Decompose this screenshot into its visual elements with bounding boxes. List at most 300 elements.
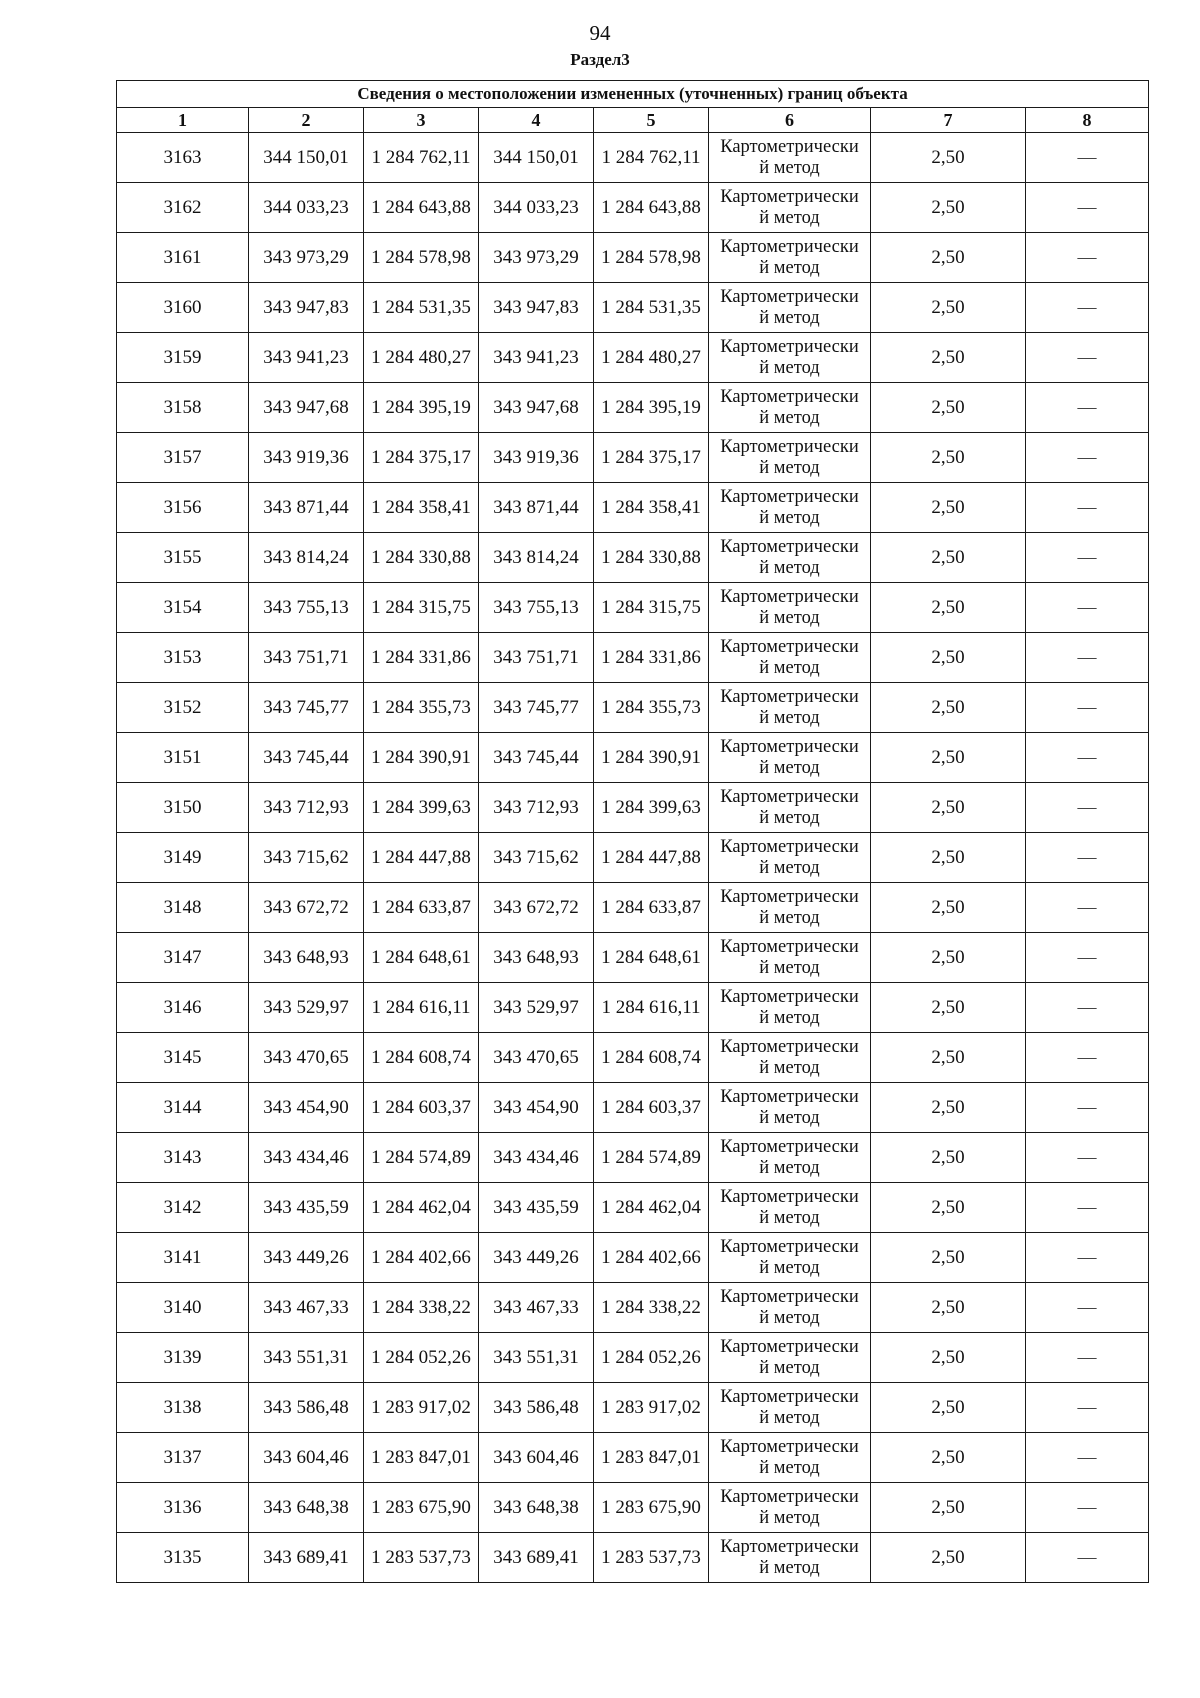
x-updated-cell: 343 586,48 bbox=[479, 1383, 594, 1433]
y-existing-cell: 1 284 643,88 bbox=[364, 183, 479, 233]
accuracy-cell: 2,50 bbox=[871, 1233, 1026, 1283]
accuracy-cell: 2,50 bbox=[871, 983, 1026, 1033]
accuracy-cell: 2,50 bbox=[871, 833, 1026, 883]
method-text-line: й метод bbox=[759, 1007, 820, 1028]
x-updated-cell: 343 449,26 bbox=[479, 1233, 594, 1283]
y-existing-cell: 1 284 355,73 bbox=[364, 683, 479, 733]
y-existing-cell: 1 283 917,02 bbox=[364, 1383, 479, 1433]
note-cell: — bbox=[1026, 683, 1149, 733]
point-number-cell: 3162 bbox=[117, 183, 249, 233]
table-row bbox=[117, 383, 1149, 433]
table-row bbox=[117, 1033, 1149, 1083]
table-row bbox=[117, 1433, 1149, 1483]
x-existing-cell: 343 449,26 bbox=[249, 1233, 364, 1283]
accuracy-cell: 2,50 bbox=[871, 1533, 1026, 1583]
note-cell: — bbox=[1026, 833, 1149, 883]
coordinates-table bbox=[116, 80, 1149, 1583]
point-number-cell: 3144 bbox=[117, 1083, 249, 1133]
accuracy-cell: 2,50 bbox=[871, 783, 1026, 833]
point-number-cell: 3146 bbox=[117, 983, 249, 1033]
y-existing-cell: 1 284 608,74 bbox=[364, 1033, 479, 1083]
method-cell bbox=[709, 133, 871, 183]
accuracy-cell: 2,50 bbox=[871, 333, 1026, 383]
y-existing-cell: 1 284 531,35 bbox=[364, 283, 479, 333]
note-cell: — bbox=[1026, 1133, 1149, 1183]
y-existing-cell: 1 284 315,75 bbox=[364, 583, 479, 633]
x-existing-cell: 343 941,23 bbox=[249, 333, 364, 383]
note-cell: — bbox=[1026, 583, 1149, 633]
point-number-cell: 3148 bbox=[117, 883, 249, 933]
method-text-line: Картометрически bbox=[720, 536, 859, 557]
point-number-cell: 3140 bbox=[117, 1283, 249, 1333]
method-text-line: Картометрически bbox=[720, 1236, 859, 1257]
point-number-cell: 3157 bbox=[117, 433, 249, 483]
method-text-line: й метод bbox=[759, 557, 820, 578]
y-updated-cell: 1 284 399,63 bbox=[594, 783, 709, 833]
y-existing-cell: 1 284 375,17 bbox=[364, 433, 479, 483]
accuracy-cell: 2,50 bbox=[871, 633, 1026, 683]
y-updated-cell: 1 283 917,02 bbox=[594, 1383, 709, 1433]
y-updated-cell: 1 283 675,90 bbox=[594, 1483, 709, 1533]
y-existing-cell: 1 284 395,19 bbox=[364, 383, 479, 433]
method-text-line: й метод bbox=[759, 857, 820, 878]
y-updated-cell: 1 284 578,98 bbox=[594, 233, 709, 283]
point-number-cell: 3160 bbox=[117, 283, 249, 333]
accuracy-cell: 2,50 bbox=[871, 933, 1026, 983]
method-cell bbox=[709, 333, 871, 383]
table-row bbox=[117, 733, 1149, 783]
x-existing-cell: 343 689,41 bbox=[249, 1533, 364, 1583]
method-cell bbox=[709, 633, 871, 683]
method-text-line: й метод bbox=[759, 257, 820, 278]
point-number-cell: 3161 bbox=[117, 233, 249, 283]
method-text-line: й метод bbox=[759, 457, 820, 478]
method-text-line: й метод bbox=[759, 1057, 820, 1078]
x-existing-cell: 343 755,13 bbox=[249, 583, 364, 633]
accuracy-cell: 2,50 bbox=[871, 1283, 1026, 1333]
method-cell bbox=[709, 1133, 871, 1183]
x-existing-cell: 343 434,46 bbox=[249, 1133, 364, 1183]
method-text-line: Картометрически bbox=[720, 386, 859, 407]
table-row bbox=[117, 1533, 1149, 1583]
x-updated-cell: 343 604,46 bbox=[479, 1433, 594, 1483]
table-row bbox=[117, 1333, 1149, 1383]
x-updated-cell: 343 715,62 bbox=[479, 833, 594, 883]
y-updated-cell: 1 284 375,17 bbox=[594, 433, 709, 483]
accuracy-cell: 2,50 bbox=[871, 1183, 1026, 1233]
note-cell: — bbox=[1026, 1483, 1149, 1533]
method-cell bbox=[709, 783, 871, 833]
point-number-cell: 3151 bbox=[117, 733, 249, 783]
accuracy-cell: 2,50 bbox=[871, 383, 1026, 433]
x-updated-cell: 343 689,41 bbox=[479, 1533, 594, 1583]
x-updated-cell: 343 435,59 bbox=[479, 1183, 594, 1233]
method-cell bbox=[709, 233, 871, 283]
x-updated-cell: 343 745,44 bbox=[479, 733, 594, 783]
method-text-line: й метод bbox=[759, 1257, 820, 1278]
y-updated-cell: 1 284 052,26 bbox=[594, 1333, 709, 1383]
method-cell bbox=[709, 583, 871, 633]
point-number-cell: 3136 bbox=[117, 1483, 249, 1533]
x-existing-cell: 343 435,59 bbox=[249, 1183, 364, 1233]
method-text-line: й метод bbox=[759, 957, 820, 978]
x-updated-cell: 343 814,24 bbox=[479, 533, 594, 583]
table-row bbox=[117, 1083, 1149, 1133]
y-updated-cell: 1 284 616,11 bbox=[594, 983, 709, 1033]
column-number: 8 bbox=[1026, 108, 1149, 133]
method-text-line: й метод bbox=[759, 357, 820, 378]
method-cell bbox=[709, 833, 871, 883]
table-row bbox=[117, 833, 1149, 883]
note-cell: — bbox=[1026, 933, 1149, 983]
x-updated-cell: 343 648,93 bbox=[479, 933, 594, 983]
method-cell bbox=[709, 1083, 871, 1133]
y-updated-cell: 1 284 315,75 bbox=[594, 583, 709, 633]
x-existing-cell: 343 604,46 bbox=[249, 1433, 364, 1483]
note-cell: — bbox=[1026, 533, 1149, 583]
method-text-line: й метод bbox=[759, 1507, 820, 1528]
column-number: 3 bbox=[364, 108, 479, 133]
point-number-cell: 3142 bbox=[117, 1183, 249, 1233]
method-cell bbox=[709, 1483, 871, 1533]
y-updated-cell: 1 284 608,74 bbox=[594, 1033, 709, 1083]
point-number-cell: 3138 bbox=[117, 1383, 249, 1433]
method-text-line: й метод bbox=[759, 1557, 820, 1578]
y-existing-cell: 1 284 390,91 bbox=[364, 733, 479, 783]
note-cell: — bbox=[1026, 1083, 1149, 1133]
point-number-cell: 3137 bbox=[117, 1433, 249, 1483]
section-title: Раздел3 bbox=[570, 50, 630, 69]
table-row bbox=[117, 883, 1149, 933]
y-updated-cell: 1 284 643,88 bbox=[594, 183, 709, 233]
method-cell bbox=[709, 383, 871, 433]
y-updated-cell: 1 284 633,87 bbox=[594, 883, 709, 933]
x-updated-cell: 343 454,90 bbox=[479, 1083, 594, 1133]
table-row bbox=[117, 483, 1149, 533]
y-existing-cell: 1 283 847,01 bbox=[364, 1433, 479, 1483]
method-cell bbox=[709, 433, 871, 483]
x-existing-cell: 343 947,83 bbox=[249, 283, 364, 333]
x-existing-cell: 343 919,36 bbox=[249, 433, 364, 483]
y-updated-cell: 1 284 648,61 bbox=[594, 933, 709, 983]
column-number-row bbox=[117, 108, 1149, 133]
y-updated-cell: 1 284 330,88 bbox=[594, 533, 709, 583]
point-number-cell: 3159 bbox=[117, 333, 249, 383]
point-number-cell: 3143 bbox=[117, 1133, 249, 1183]
note-cell: — bbox=[1026, 1183, 1149, 1233]
table-row bbox=[117, 183, 1149, 233]
accuracy-cell: 2,50 bbox=[871, 1383, 1026, 1433]
note-cell: — bbox=[1026, 1533, 1149, 1583]
method-text-line: Картометрически bbox=[720, 436, 859, 457]
note-cell: — bbox=[1026, 983, 1149, 1033]
method-text-line: Картометрически bbox=[720, 486, 859, 507]
note-cell: — bbox=[1026, 383, 1149, 433]
x-existing-cell: 343 529,97 bbox=[249, 983, 364, 1033]
y-existing-cell: 1 284 578,98 bbox=[364, 233, 479, 283]
point-number-cell: 3141 bbox=[117, 1233, 249, 1283]
method-cell bbox=[709, 1533, 871, 1583]
method-cell bbox=[709, 1183, 871, 1233]
note-cell: — bbox=[1026, 733, 1149, 783]
method-text-line: й метод bbox=[759, 157, 820, 178]
method-cell bbox=[709, 183, 871, 233]
x-existing-cell: 343 745,44 bbox=[249, 733, 364, 783]
method-cell bbox=[709, 1383, 871, 1433]
method-text-line: Картометрически bbox=[720, 786, 859, 807]
method-text-line: й метод bbox=[759, 507, 820, 528]
table-row bbox=[117, 583, 1149, 633]
method-text-line: й метод bbox=[759, 1207, 820, 1228]
point-number-cell: 3149 bbox=[117, 833, 249, 883]
point-number-cell: 3150 bbox=[117, 783, 249, 833]
x-existing-cell: 344 150,01 bbox=[249, 133, 364, 183]
y-updated-cell: 1 284 480,27 bbox=[594, 333, 709, 383]
y-existing-cell: 1 284 603,37 bbox=[364, 1083, 479, 1133]
method-cell bbox=[709, 983, 871, 1033]
method-cell bbox=[709, 1033, 871, 1083]
y-updated-cell: 1 284 762,11 bbox=[594, 133, 709, 183]
note-cell: — bbox=[1026, 333, 1149, 383]
table-row bbox=[117, 1233, 1149, 1283]
accuracy-cell: 2,50 bbox=[871, 533, 1026, 583]
x-updated-cell: 343 947,68 bbox=[479, 383, 594, 433]
x-existing-cell: 343 745,77 bbox=[249, 683, 364, 733]
method-text-line: Картометрически bbox=[720, 1286, 859, 1307]
note-cell: — bbox=[1026, 433, 1149, 483]
point-number-cell: 3155 bbox=[117, 533, 249, 583]
accuracy-cell: 2,50 bbox=[871, 1083, 1026, 1133]
point-number-cell: 3153 bbox=[117, 633, 249, 683]
accuracy-cell: 2,50 bbox=[871, 483, 1026, 533]
y-updated-cell: 1 283 537,73 bbox=[594, 1533, 709, 1583]
note-cell: — bbox=[1026, 283, 1149, 333]
table-caption: Сведения о местоположении измененных (уточненных) границ объекта bbox=[117, 81, 1149, 108]
method-text-line: Картометрически bbox=[720, 1036, 859, 1057]
note-cell: — bbox=[1026, 133, 1149, 183]
method-text-line: Картометрически bbox=[720, 1186, 859, 1207]
accuracy-cell: 2,50 bbox=[871, 583, 1026, 633]
y-existing-cell: 1 284 616,11 bbox=[364, 983, 479, 1033]
method-text-line: Картометрически bbox=[720, 1486, 859, 1507]
method-text-line: й метод bbox=[759, 607, 820, 628]
y-existing-cell: 1 284 338,22 bbox=[364, 1283, 479, 1333]
method-text-line: Картометрически bbox=[720, 736, 859, 757]
x-updated-cell: 343 871,44 bbox=[479, 483, 594, 533]
point-number-cell: 3145 bbox=[117, 1033, 249, 1083]
method-text-line: Картометрически bbox=[720, 586, 859, 607]
table-row bbox=[117, 933, 1149, 983]
method-text-line: Картометрически bbox=[720, 636, 859, 657]
y-updated-cell: 1 284 390,91 bbox=[594, 733, 709, 783]
column-number: 1 bbox=[117, 108, 249, 133]
point-number-cell: 3152 bbox=[117, 683, 249, 733]
x-updated-cell: 343 973,29 bbox=[479, 233, 594, 283]
x-existing-cell: 343 715,62 bbox=[249, 833, 364, 883]
x-updated-cell: 343 947,83 bbox=[479, 283, 594, 333]
y-existing-cell: 1 283 537,73 bbox=[364, 1533, 479, 1583]
accuracy-cell: 2,50 bbox=[871, 1433, 1026, 1483]
note-cell: — bbox=[1026, 1433, 1149, 1483]
y-updated-cell: 1 284 355,73 bbox=[594, 683, 709, 733]
y-updated-cell: 1 284 395,19 bbox=[594, 383, 709, 433]
table-row bbox=[117, 1183, 1149, 1233]
method-text-line: Картометрически bbox=[720, 1086, 859, 1107]
method-cell bbox=[709, 1333, 871, 1383]
x-existing-cell: 343 712,93 bbox=[249, 783, 364, 833]
column-number: 2 bbox=[249, 108, 364, 133]
note-cell: — bbox=[1026, 1383, 1149, 1433]
x-existing-cell: 343 551,31 bbox=[249, 1333, 364, 1383]
x-updated-cell: 343 470,65 bbox=[479, 1033, 594, 1083]
x-updated-cell: 343 919,36 bbox=[479, 433, 594, 483]
method-text-line: й метод bbox=[759, 1457, 820, 1478]
accuracy-cell: 2,50 bbox=[871, 283, 1026, 333]
table-row bbox=[117, 1383, 1149, 1433]
y-existing-cell: 1 284 633,87 bbox=[364, 883, 479, 933]
note-cell: — bbox=[1026, 1033, 1149, 1083]
y-updated-cell: 1 284 338,22 bbox=[594, 1283, 709, 1333]
x-updated-cell: 343 941,23 bbox=[479, 333, 594, 383]
y-existing-cell: 1 284 358,41 bbox=[364, 483, 479, 533]
x-existing-cell: 343 871,44 bbox=[249, 483, 364, 533]
accuracy-cell: 2,50 bbox=[871, 133, 1026, 183]
table-row bbox=[117, 133, 1149, 183]
table-row bbox=[117, 433, 1149, 483]
column-number: 4 bbox=[479, 108, 594, 133]
method-text-line: й метод bbox=[759, 807, 820, 828]
y-existing-cell: 1 284 330,88 bbox=[364, 533, 479, 583]
x-updated-cell: 343 755,13 bbox=[479, 583, 594, 633]
method-text-line: й метод bbox=[759, 307, 820, 328]
point-number-cell: 3158 bbox=[117, 383, 249, 433]
note-cell: — bbox=[1026, 633, 1149, 683]
method-text-line: Картометрически bbox=[720, 1136, 859, 1157]
accuracy-cell: 2,50 bbox=[871, 883, 1026, 933]
x-existing-cell: 343 467,33 bbox=[249, 1283, 364, 1333]
accuracy-cell: 2,50 bbox=[871, 733, 1026, 783]
point-number-cell: 3154 bbox=[117, 583, 249, 633]
y-existing-cell: 1 284 480,27 bbox=[364, 333, 479, 383]
x-updated-cell: 343 648,38 bbox=[479, 1483, 594, 1533]
table-row bbox=[117, 1283, 1149, 1333]
column-number: 7 bbox=[871, 108, 1026, 133]
y-existing-cell: 1 284 399,63 bbox=[364, 783, 479, 833]
x-updated-cell: 343 712,93 bbox=[479, 783, 594, 833]
method-cell bbox=[709, 683, 871, 733]
method-text-line: й метод bbox=[759, 907, 820, 928]
accuracy-cell: 2,50 bbox=[871, 1033, 1026, 1083]
method-text-line: Картометрически bbox=[720, 1436, 859, 1457]
x-updated-cell: 343 529,97 bbox=[479, 983, 594, 1033]
note-cell: — bbox=[1026, 183, 1149, 233]
column-number: 5 bbox=[594, 108, 709, 133]
table-row bbox=[117, 1133, 1149, 1183]
table-row bbox=[117, 333, 1149, 383]
y-updated-cell: 1 284 402,66 bbox=[594, 1233, 709, 1283]
y-existing-cell: 1 283 675,90 bbox=[364, 1483, 479, 1533]
method-text-line: Картометрически bbox=[720, 986, 859, 1007]
note-cell: — bbox=[1026, 483, 1149, 533]
method-text-line: й метод bbox=[759, 757, 820, 778]
method-text-line: й метод bbox=[759, 1107, 820, 1128]
x-existing-cell: 344 033,23 bbox=[249, 183, 364, 233]
method-text-line: й метод bbox=[759, 407, 820, 428]
table-row bbox=[117, 533, 1149, 583]
method-text-line: Картометрически bbox=[720, 836, 859, 857]
y-updated-cell: 1 284 462,04 bbox=[594, 1183, 709, 1233]
y-updated-cell: 1 283 847,01 bbox=[594, 1433, 709, 1483]
y-existing-cell: 1 284 648,61 bbox=[364, 933, 479, 983]
x-updated-cell: 343 672,72 bbox=[479, 883, 594, 933]
method-text-line: Картометрически bbox=[720, 336, 859, 357]
point-number-cell: 3163 bbox=[117, 133, 249, 183]
accuracy-cell: 2,50 bbox=[871, 1133, 1026, 1183]
x-existing-cell: 343 751,71 bbox=[249, 633, 364, 683]
point-number-cell: 3156 bbox=[117, 483, 249, 533]
method-cell bbox=[709, 283, 871, 333]
note-cell: — bbox=[1026, 1333, 1149, 1383]
method-text-line: й метод bbox=[759, 207, 820, 228]
x-existing-cell: 343 672,72 bbox=[249, 883, 364, 933]
x-updated-cell: 344 033,23 bbox=[479, 183, 594, 233]
note-cell: — bbox=[1026, 1233, 1149, 1283]
y-existing-cell: 1 284 331,86 bbox=[364, 633, 479, 683]
note-cell: — bbox=[1026, 233, 1149, 283]
y-existing-cell: 1 284 447,88 bbox=[364, 833, 479, 883]
method-cell bbox=[709, 1233, 871, 1283]
method-cell bbox=[709, 1433, 871, 1483]
x-updated-cell: 343 751,71 bbox=[479, 633, 594, 683]
method-cell bbox=[709, 883, 871, 933]
table-row bbox=[117, 683, 1149, 733]
method-text-line: й метод bbox=[759, 1357, 820, 1378]
table-row bbox=[117, 983, 1149, 1033]
accuracy-cell: 2,50 bbox=[871, 1333, 1026, 1383]
table-row bbox=[117, 1483, 1149, 1533]
accuracy-cell: 2,50 bbox=[871, 683, 1026, 733]
y-existing-cell: 1 284 402,66 bbox=[364, 1233, 479, 1283]
method-text-line: й метод bbox=[759, 1157, 820, 1178]
accuracy-cell: 2,50 bbox=[871, 433, 1026, 483]
table-row bbox=[117, 233, 1149, 283]
x-existing-cell: 343 814,24 bbox=[249, 533, 364, 583]
table-row bbox=[117, 633, 1149, 683]
x-updated-cell: 343 467,33 bbox=[479, 1283, 594, 1333]
x-updated-cell: 343 434,46 bbox=[479, 1133, 594, 1183]
method-cell bbox=[709, 533, 871, 583]
y-existing-cell: 1 284 574,89 bbox=[364, 1133, 479, 1183]
point-number-cell: 3147 bbox=[117, 933, 249, 983]
method-text-line: й метод bbox=[759, 657, 820, 678]
method-text-line: Картометрически bbox=[720, 886, 859, 907]
y-updated-cell: 1 284 531,35 bbox=[594, 283, 709, 333]
x-updated-cell: 343 551,31 bbox=[479, 1333, 594, 1383]
method-text-line: Картометрически bbox=[720, 136, 859, 157]
table-body bbox=[117, 133, 1149, 1583]
y-updated-cell: 1 284 358,41 bbox=[594, 483, 709, 533]
method-text-line: Картометрически bbox=[720, 236, 859, 257]
method-cell bbox=[709, 483, 871, 533]
y-updated-cell: 1 284 331,86 bbox=[594, 633, 709, 683]
column-number: 6 bbox=[709, 108, 871, 133]
x-existing-cell: 343 586,48 bbox=[249, 1383, 364, 1433]
note-cell: — bbox=[1026, 1283, 1149, 1333]
x-existing-cell: 343 470,65 bbox=[249, 1033, 364, 1083]
point-number-cell: 3135 bbox=[117, 1533, 249, 1583]
y-updated-cell: 1 284 603,37 bbox=[594, 1083, 709, 1133]
x-updated-cell: 344 150,01 bbox=[479, 133, 594, 183]
